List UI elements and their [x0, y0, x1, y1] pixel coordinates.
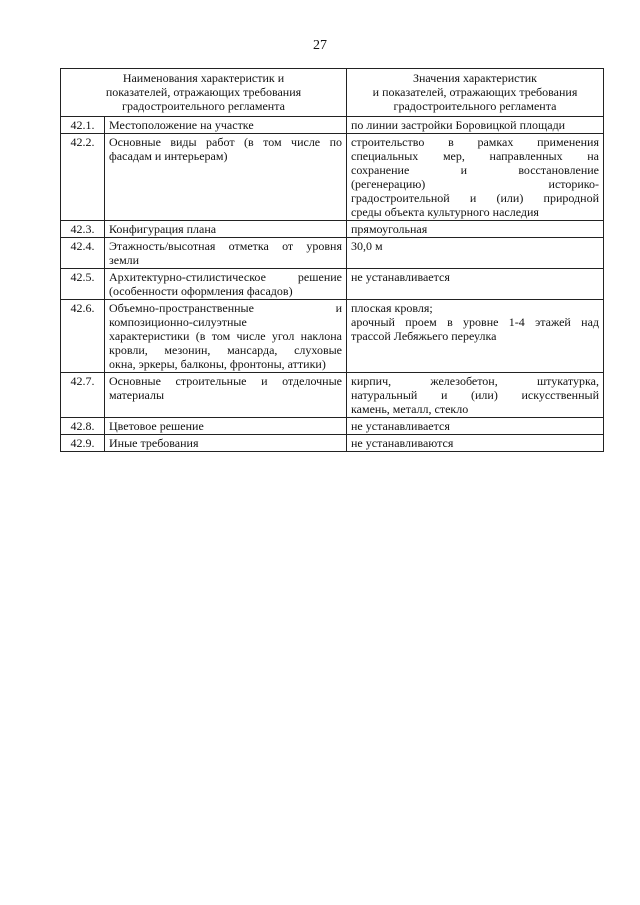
name-line: кровли, мезонин, мансарда, слуховые	[109, 343, 342, 357]
name-line: Объемно-пространственные и	[109, 301, 342, 315]
row-number: 42.9.	[61, 435, 105, 452]
table-row	[61, 134, 604, 221]
page-number: 27	[313, 38, 327, 53]
header-name-line: Наименования характеристик и	[122, 71, 285, 85]
name-line: Иные требования	[109, 436, 199, 450]
characteristic-value	[347, 269, 604, 300]
name-line: окна, эркеры, балконы, фронтоны, аттики)	[109, 357, 326, 371]
value-line: градостроительной и (или) природной	[351, 191, 599, 205]
value-line: среды объекта культурного наследия	[351, 205, 539, 219]
header-value-line: Значения характеристик	[413, 71, 537, 85]
value-line: специальных мер, направленных на	[351, 149, 599, 163]
value-line: 30,0 м	[351, 239, 383, 253]
header-value-line: и показателей, отражающих требования	[372, 85, 578, 99]
characteristic-name	[105, 221, 347, 238]
characteristic-name	[105, 269, 347, 300]
characteristic-value	[347, 435, 604, 452]
value-line: трассой Лебяжьего переулка	[351, 329, 497, 343]
characteristic-value	[347, 134, 604, 221]
characteristic-name	[105, 117, 347, 134]
value-line: арочный проем в уровне 1-4 этажей над	[351, 315, 599, 329]
name-line: Основные виды работ (в том числе по	[109, 135, 342, 149]
characteristic-value	[347, 300, 604, 373]
value-line: плоская кровля;	[351, 301, 433, 315]
value-line: кирпич, железобетон, штукатурка,	[351, 374, 599, 388]
name-line: композиционно-силуэтные	[109, 315, 247, 329]
header-name-line: градостроительного регламента	[122, 99, 285, 113]
characteristic-name	[105, 134, 347, 221]
value-line: не устанавливается	[351, 419, 450, 433]
table-row	[61, 269, 604, 300]
characteristic-value	[347, 117, 604, 134]
name-line: земли	[109, 253, 140, 267]
row-number: 42.1.	[61, 117, 105, 134]
value-line: не устанавливается	[351, 270, 450, 284]
table-row	[61, 238, 604, 269]
value-line: камень, металл, стекло	[351, 402, 469, 416]
characteristic-value	[347, 221, 604, 238]
characteristic-value	[347, 418, 604, 435]
table-row	[61, 418, 604, 435]
table-row	[61, 300, 604, 373]
header-name-line: показателей, отражающих требования	[105, 85, 302, 99]
table-row	[61, 117, 604, 134]
table-row	[61, 435, 604, 452]
characteristic-name	[105, 418, 347, 435]
row-number: 42.3.	[61, 221, 105, 238]
name-line: Местоположение на участке	[109, 118, 254, 132]
characteristic-name	[105, 435, 347, 452]
value-line: сохранение и восстановление	[351, 163, 599, 177]
name-line: (особенности оформления фасадов)	[109, 284, 293, 298]
characteristic-value	[347, 238, 604, 269]
name-line: материалы	[109, 388, 165, 402]
value-line: строительство в рамках применения	[351, 135, 599, 149]
name-line: Этажность/высотная отметка от уровня	[109, 239, 342, 253]
header-value-column	[347, 69, 604, 117]
name-line: Архитектурно-стилистическое решение	[109, 270, 342, 284]
row-number: 42.8.	[61, 418, 105, 435]
header-name-column	[61, 69, 347, 117]
value-line: натуральный и (или) искусственный	[351, 388, 599, 402]
value-line: не устанавливаются	[351, 436, 454, 450]
table-row	[61, 221, 604, 238]
value-line: (регенерацию) историко-	[351, 177, 599, 191]
characteristic-name	[105, 300, 347, 373]
row-number: 42.2.	[61, 134, 105, 221]
value-line: прямоугольная	[351, 222, 428, 236]
regulation-table	[60, 68, 604, 452]
name-line: Основные строительные и отделочные	[109, 374, 342, 388]
row-number: 42.4.	[61, 238, 105, 269]
name-line: Цветовое решение	[109, 419, 204, 433]
name-line: фасадам и интерьерам)	[109, 149, 228, 163]
value-line: по линии застройки Боровицкой площади	[351, 118, 566, 132]
characteristic-name	[105, 373, 347, 418]
table-row	[61, 373, 604, 418]
header-value-line: градостроительного регламента	[393, 99, 557, 113]
row-number: 42.6.	[61, 300, 105, 373]
name-line: характеристики (в том числе угол наклона	[109, 329, 342, 343]
characteristic-value	[347, 373, 604, 418]
table-header-row	[61, 69, 604, 117]
characteristic-name	[105, 238, 347, 269]
row-number: 42.7.	[61, 373, 105, 418]
row-number: 42.5.	[61, 269, 105, 300]
name-line: Конфигурация плана	[109, 222, 217, 236]
